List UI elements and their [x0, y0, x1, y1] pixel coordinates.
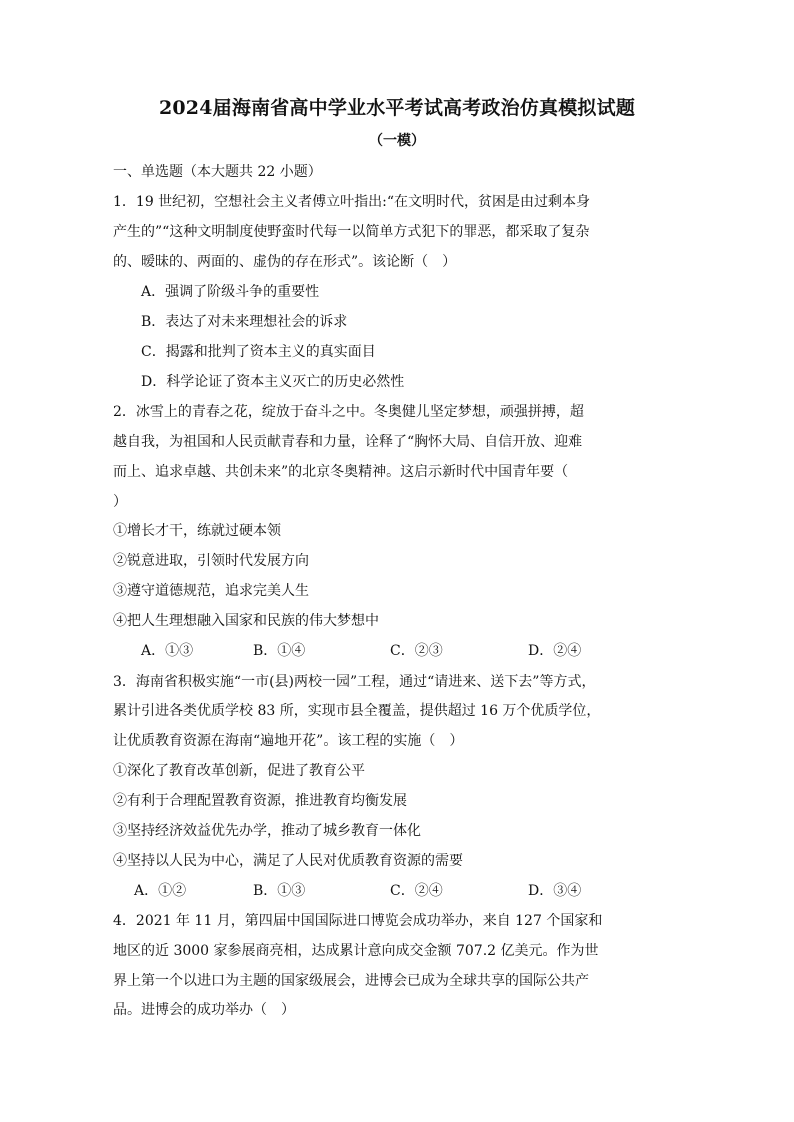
- q4-line-2: 地区的近 3000 家参展商亮相，达成累计意向成交金额 707.2 亿美元。作为世: [113, 943, 599, 959]
- q3-item-3: ③坚持经济效益优先办学，推动了城乡教育一体化: [113, 823, 421, 839]
- q1-option-a: A．强调了阶级斗争的重要性: [141, 284, 320, 300]
- q2-choice-b: B．①④: [253, 643, 306, 659]
- q2-item-4: ④把人生理想融入国家和民族的伟大梦想中: [113, 613, 379, 629]
- q4-line-4: 品。进博会的成功举办（ ）: [113, 1002, 295, 1018]
- q3-line-1: 3．海南省积极实施“一市(县)两校一园”工程，通过“请进来、送下去”等方式，: [113, 674, 596, 690]
- q4-line-1: 4．2021 年 11 月，第四届中国国际进口博览会成功举办，来自 127 个国家和: [113, 913, 603, 929]
- q2-line-3: 而上、追求卓越、共创未来”的北京冬奥精神。这启示新时代中国青年要（: [113, 464, 569, 480]
- q2-item-3: ③遵守道德规范，追求完美人生: [113, 583, 309, 599]
- q2-item-2: ②锐意进取，引领时代发展方向: [113, 553, 309, 569]
- q2-line-1: 2．冰雪上的青春之花，绽放于奋斗之中。冬奥健儿坚定梦想，顽强拼搏，超: [113, 404, 584, 420]
- q3-item-4: ④坚持以人民为中心，满足了人民对优质教育资源的需要: [113, 853, 463, 869]
- q1-line-1: 1．19 世纪初，空想社会主义者傅立叶指出:“在文明时代，贫困是由过剩本身: [113, 194, 591, 210]
- q1-option-d: D．科学论证了资本主义灭亡的历史必然性: [141, 374, 405, 390]
- q3-item-1: ①深化了教育改革创新，促进了教育公平: [113, 763, 365, 779]
- q3-choice-d: D．③④: [528, 883, 582, 899]
- q3-choice-b: B．①③: [253, 883, 306, 899]
- q1-line-2: 产生的”“这种文明制度使野蛮时代每一以简单方式犯下的罪恶，都采取了复杂: [113, 224, 590, 240]
- q2-choice-c: C．②③: [390, 643, 443, 659]
- page-subtitle: （一模）: [369, 133, 425, 149]
- section-heading: 一、单选题（本大题共 22 小题）: [113, 164, 322, 180]
- q3-item-2: ②有利于合理配置教育资源，推进教育均衡发展: [113, 793, 407, 809]
- q1-option-b: B．表达了对未来理想社会的诉求: [141, 314, 348, 330]
- q2-choice-d: D．②④: [528, 643, 582, 659]
- q2-line-4: ）: [113, 494, 127, 510]
- page-title: 2024届海南省高中学业水平考试高考政治仿真模拟试题: [158, 97, 636, 119]
- q3-line-2: 累计引进各类优质学校 83 所，实现市县全覆盖，提供超过 16 万个优质学位，: [113, 703, 601, 719]
- q4-line-3: 界上第一个以进口为主题的国家级展会，进博会已成为全球共享的国际公共产: [113, 973, 589, 989]
- q2-choice-a: A．①③: [141, 643, 194, 659]
- q2-item-1: ①增长才干，练就过硬本领: [113, 523, 281, 539]
- q3-line-3: 让优质教育资源在海南“遍地开花”。该工程的实施（ ）: [113, 733, 464, 749]
- q3-choice-c: C．②④: [390, 883, 443, 899]
- q3-choice-a: A．①②: [134, 883, 187, 899]
- q1-line-3: 的、暧昧的、两面的、虚伪的存在形式”。该论断（ ）: [113, 254, 457, 270]
- q2-line-2: 越自我，为祖国和人民贡献青春和力量，诠释了“胸怀大局、自信开放、迎难: [113, 434, 583, 450]
- q1-option-c: C．揭露和批判了资本主义的真实面目: [141, 344, 376, 360]
